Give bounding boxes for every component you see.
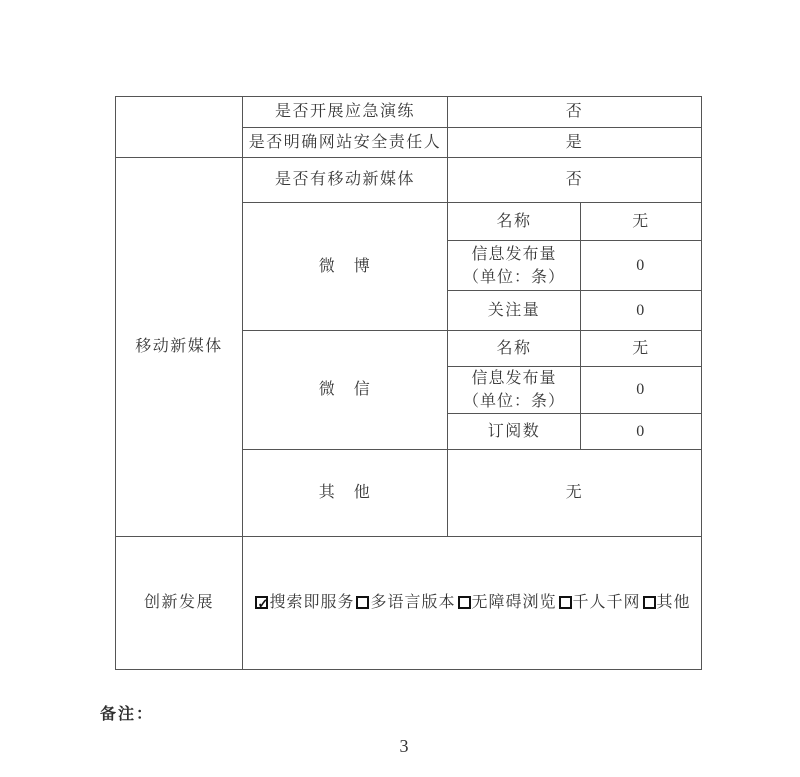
weibo-posts-label-line1: 信息发布量 — [471, 245, 557, 263]
option-search-service-label: 搜索即服务 — [269, 594, 355, 612]
annual-report-table — [115, 96, 702, 670]
page-number: 3 — [399, 736, 409, 756]
weibo-posts-value: 0 — [581, 241, 702, 291]
wechat-label: 微 信 — [243, 331, 448, 450]
table-row — [116, 97, 702, 128]
wechat-name-label: 名称 — [448, 331, 581, 367]
weibo-name-label: 名称 — [448, 203, 581, 241]
section-cell-empty — [116, 97, 243, 158]
option-search-service — [253, 594, 354, 611]
mobile-media-section-label: 移动新媒体 — [116, 158, 243, 537]
weibo-posts-label — [448, 241, 581, 291]
security-officer-label: 是否明确网站安全责任人 — [243, 128, 448, 158]
option-personalized-web — [557, 594, 641, 611]
option-other — [641, 594, 691, 611]
weibo-posts-label-line2: （单位：条） — [462, 268, 565, 286]
option-multilanguage — [354, 594, 455, 611]
checkbox-multilanguage-icon[interactable] — [356, 596, 369, 609]
option-multilanguage-label: 多语言版本 — [370, 594, 456, 612]
weibo-name-value: 无 — [581, 203, 702, 241]
wechat-subscribers-value: 0 — [581, 414, 702, 450]
innovation-options-cell — [243, 537, 702, 670]
other-media-label: 其 他 — [243, 450, 448, 537]
option-personalized-web-label: 千人千网 — [572, 594, 641, 612]
notes-label: 备注： — [100, 706, 155, 723]
weibo-followers-label: 关注量 — [448, 291, 581, 331]
table-row — [116, 158, 702, 203]
option-other-label: 其他 — [656, 594, 691, 612]
checkbox-search-service-icon[interactable] — [255, 596, 268, 609]
table-row — [116, 537, 702, 670]
option-accessibility-label: 无障碍浏览 — [471, 594, 557, 612]
wechat-name-value: 无 — [581, 331, 702, 367]
security-officer-value: 是 — [448, 128, 702, 158]
innovation-section-label: 创新发展 — [116, 537, 243, 670]
wechat-posts-label-line2: （单位：条） — [462, 393, 565, 410]
wechat-subscribers-label: 订阅数 — [448, 414, 581, 450]
wechat-posts-label — [448, 367, 581, 414]
has-mobile-media-label: 是否有移动新媒体 — [243, 158, 448, 203]
emergency-drill-label: 是否开展应急演练 — [243, 97, 448, 128]
weibo-followers-value: 0 — [581, 291, 702, 331]
checkbox-other-icon[interactable] — [643, 596, 656, 609]
checkbox-accessibility-icon[interactable] — [458, 596, 471, 609]
emergency-drill-value: 否 — [448, 97, 702, 128]
has-mobile-media-value: 否 — [448, 158, 702, 203]
checkbox-personalized-web-icon[interactable] — [559, 596, 572, 609]
other-media-value: 无 — [448, 450, 702, 537]
option-accessibility — [456, 594, 557, 611]
wechat-posts-value: 0 — [581, 367, 702, 414]
wechat-posts-label-line1: 信息发布量 — [471, 370, 557, 387]
weibo-label: 微 博 — [243, 203, 448, 331]
